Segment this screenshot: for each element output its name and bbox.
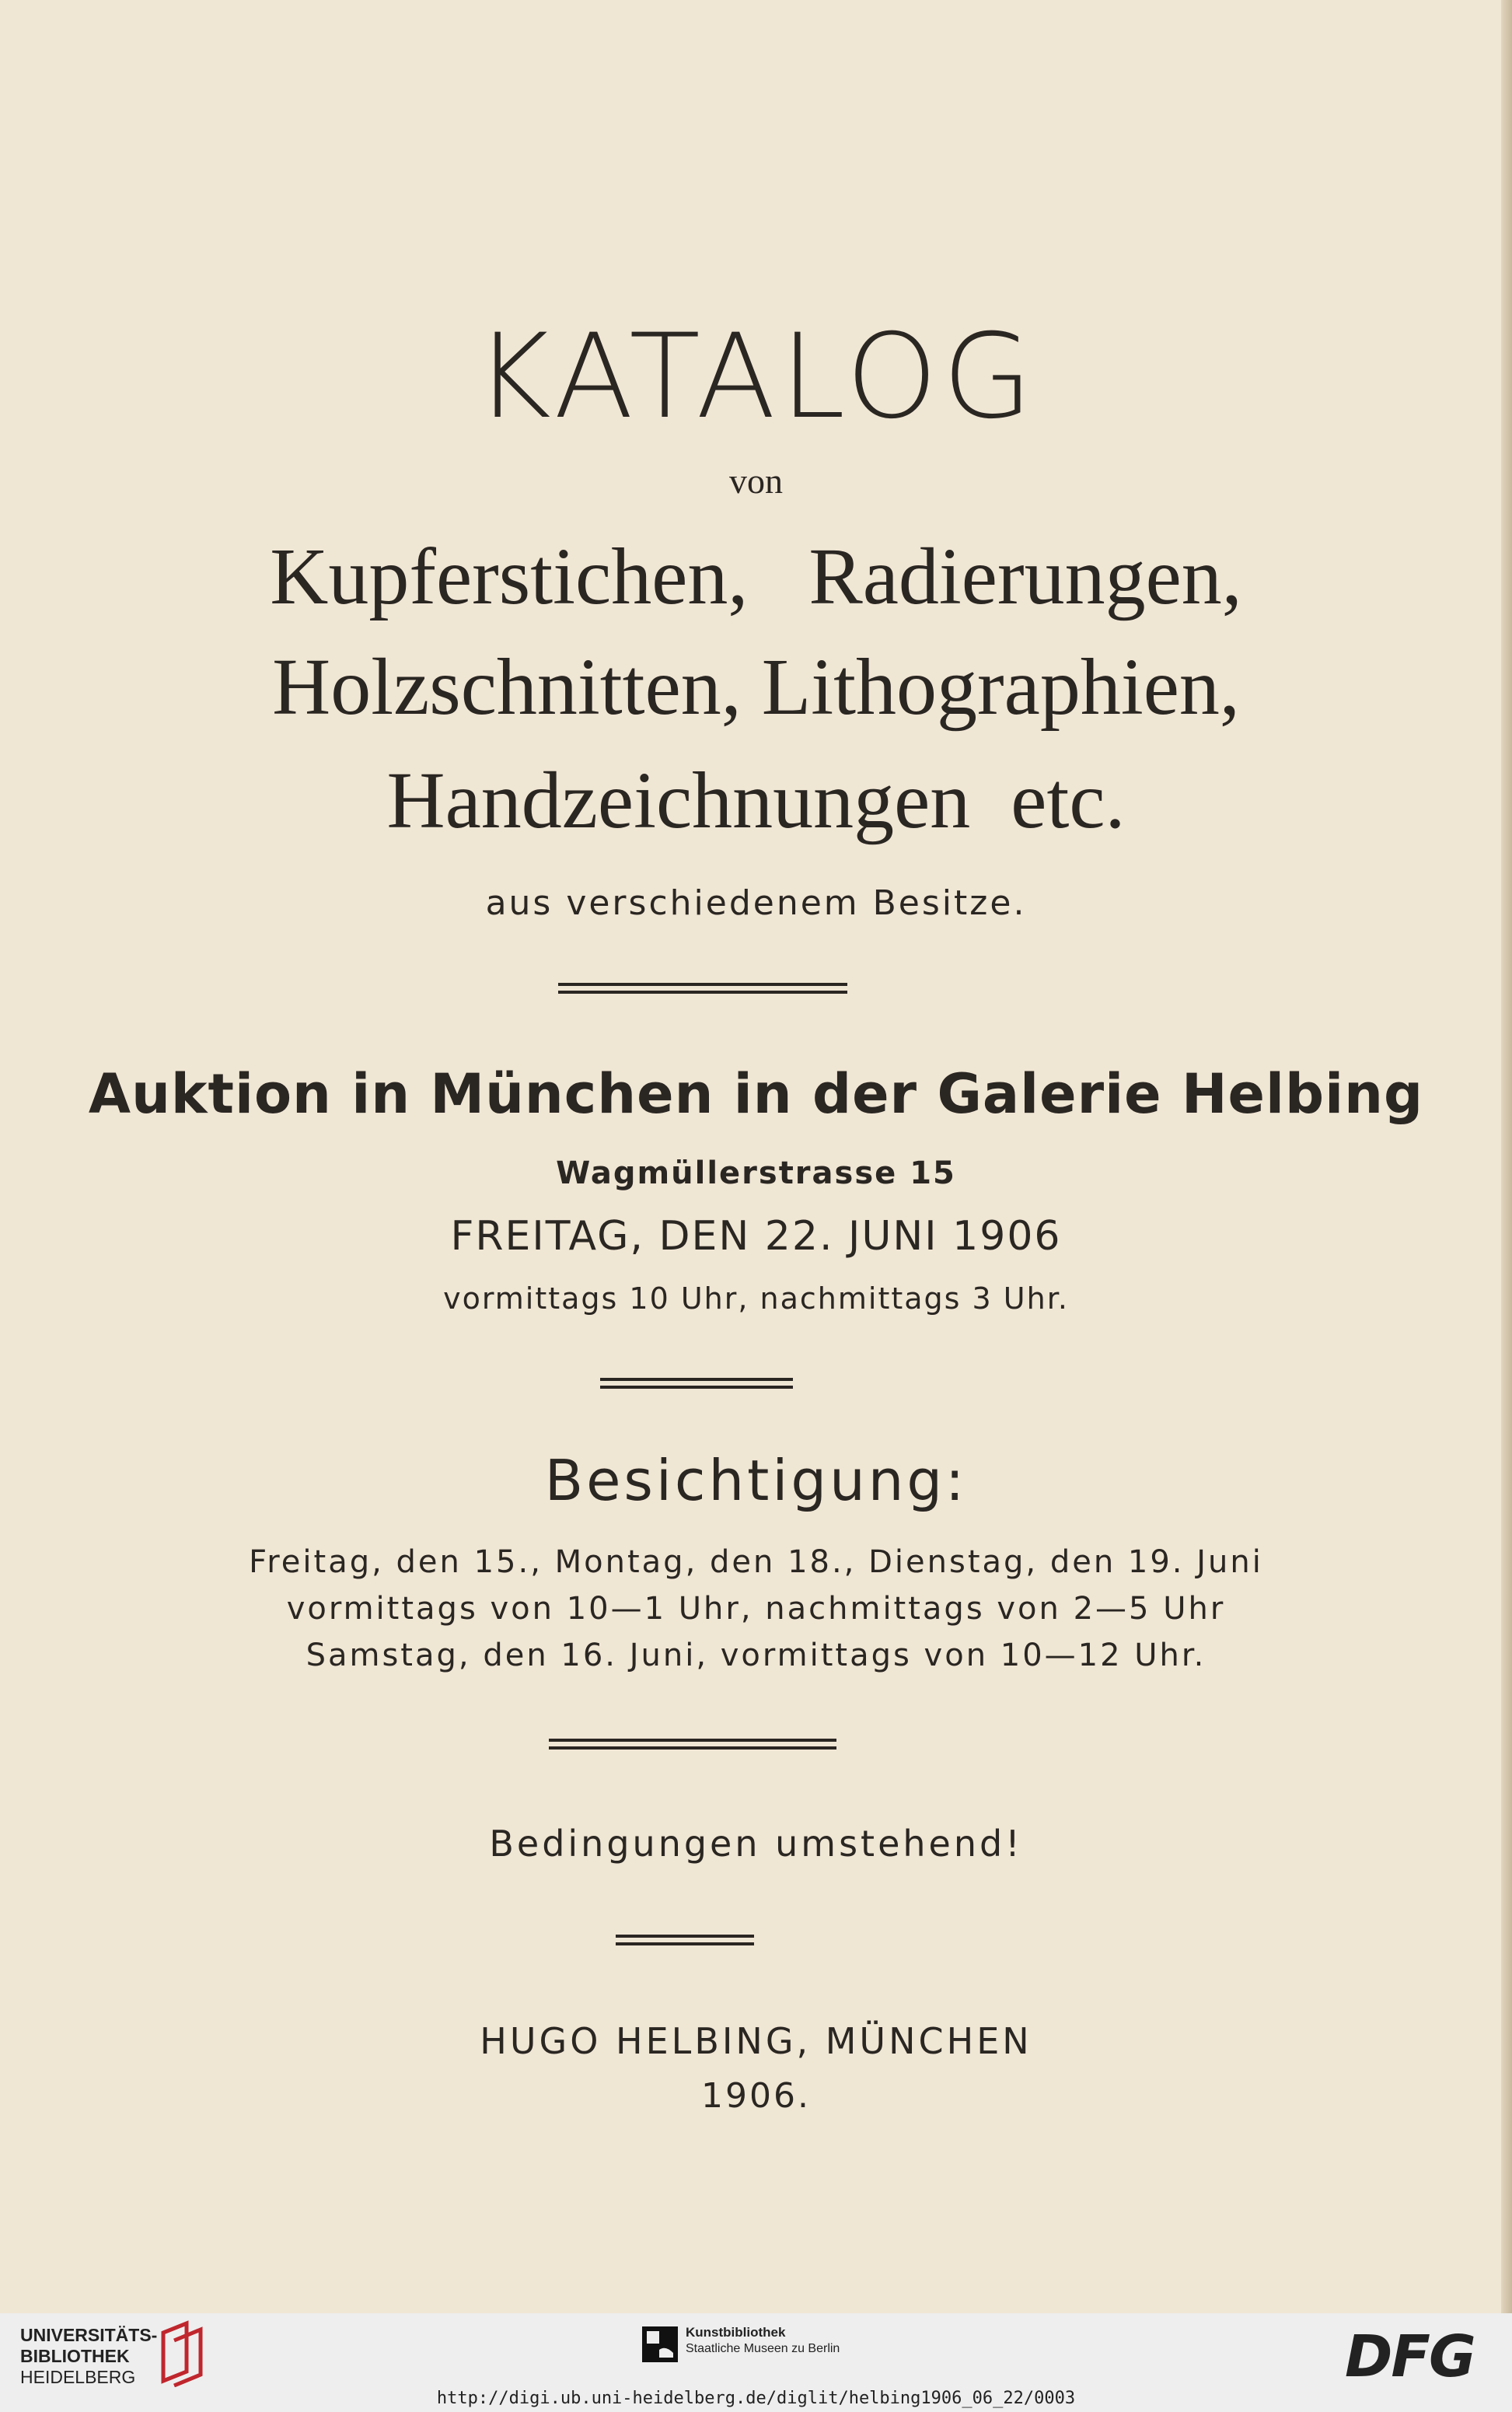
publisher-line: HUGO HELBING, MÜNCHEN: [480, 2020, 1032, 2062]
viewing-heading: Besichtigung:: [544, 1448, 968, 1513]
subject-line-2: Holzschnitten, Lithographien,: [272, 642, 1240, 732]
kunstbibliothek-text[interactable]: [686, 2325, 840, 2357]
conditions-note: Bedingungen umstehend!: [489, 1823, 1023, 1865]
source-url[interactable]: http://digi.ub.uni-heidelberg.de/diglit/helbing1906_06_22/0003: [436, 2389, 1076, 2408]
divider-rule: [558, 983, 847, 994]
auction-date: FREITAG, DEN 22. JUNI 1906: [450, 1213, 1062, 1260]
ub-heidelberg-emblem-icon: [155, 2317, 210, 2387]
kb-title: Kunstbibliothek: [686, 2325, 786, 2340]
von-line: von: [729, 461, 783, 501]
catalog-title: KATALOG: [474, 309, 1038, 445]
auction-heading: Auktion in München in der Galerie Helbing: [88, 1062, 1424, 1126]
ub-line: HEIDELBERG: [20, 2367, 136, 2387]
kunstbibliothek-logo-icon: [642, 2326, 678, 2362]
viewing-line: Samstag, den 16. Juni, vormittags von 10—12 Uhr.: [306, 1638, 1206, 1673]
divider-rule: [616, 1935, 754, 1945]
auction-address: Wagmüllerstrasse 15: [556, 1155, 956, 1191]
divider-rule: [549, 1739, 836, 1750]
kb-subtitle: Staatliche Museen zu Berlin: [686, 2342, 840, 2355]
divider-rule: [600, 1378, 793, 1389]
subject-line-3: Handzeichnungen etc.: [386, 756, 1126, 845]
auction-times: vormittags 10 Uhr, nachmittags 3 Uhr.: [443, 1281, 1069, 1316]
ub-heidelberg-logo-text[interactable]: [20, 2325, 157, 2388]
viewing-line: Freitag, den 15., Montag, den 18., Dienstag, den 19. Juni: [249, 1544, 1263, 1580]
viewing-line: vormittags von 10—1 Uhr, nachmittags von 2—5 Uhr: [286, 1591, 1226, 1627]
provenance-line: aus verschiedenem Besitze.: [485, 883, 1027, 923]
ub-line: BIBLIOTHEK: [20, 2346, 130, 2366]
ub-line: UNIVERSITÄTS-: [20, 2325, 158, 2345]
dfg-logo[interactable]: DFG: [1345, 2323, 1475, 2390]
year-line: 1906.: [701, 2076, 811, 2116]
subject-line-1: Kupferstichen, Radierungen,: [270, 532, 1242, 621]
